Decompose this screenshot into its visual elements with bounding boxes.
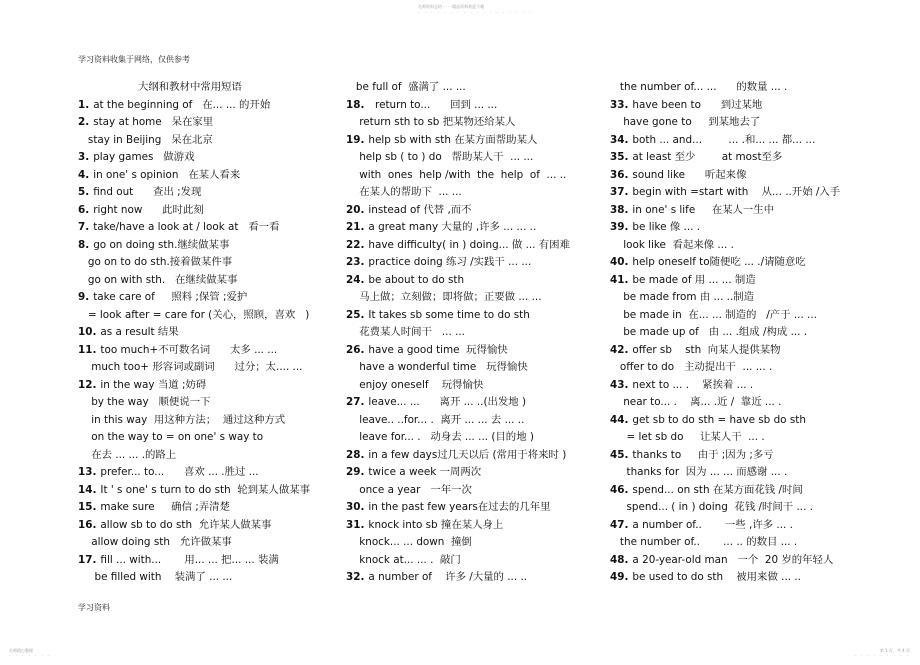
phrase-text: a 20-year-old man 一个 20 岁的年轻人: [632, 553, 834, 566]
phrase-number: 32.: [346, 571, 365, 583]
phrase-line: [78, 447, 340, 465]
phrase-text: knock at... ... . 敲门: [346, 553, 461, 566]
phrase-line: [78, 359, 340, 377]
phrase-text: in the past few years在过去的几年里: [368, 501, 551, 513]
phrase-text: by the way 顺便说一下: [78, 396, 211, 408]
phrase-line: [610, 569, 910, 587]
phrase-line: [610, 324, 910, 342]
phrase-number: 31.: [346, 518, 365, 531]
phrase-line: [346, 394, 608, 412]
phrase-number: 15.: [78, 501, 97, 513]
phrase-line: [78, 132, 340, 150]
phrase-text: both ... and... ... .和... ... 都... ...: [632, 133, 816, 146]
phrase-text: knock into sb 撞在某人身上: [368, 518, 504, 531]
phrase-text: have a good time 玩得愉快: [368, 343, 508, 356]
phrase-text: make sure 确信 ;弄清楚: [100, 501, 230, 513]
phrase-text: 在某人的帮助下 ... ...: [346, 186, 462, 198]
phrase-number: 48.: [610, 553, 629, 566]
phrase-text: 大纲和教材中常用短语: [138, 81, 242, 93]
phrase-text: prefer... to... 喜欢 ... .胜过 ...: [100, 466, 259, 478]
phrase-line: [78, 517, 340, 535]
phrase-line: [610, 272, 910, 290]
phrase-line: [346, 202, 608, 220]
phrase-line: [78, 114, 340, 132]
phrase-line: [610, 482, 910, 500]
phrase-line: [78, 237, 340, 255]
phrase-line: [610, 517, 910, 535]
phrase-text: allow sb to do sth 允许某人做某事: [100, 518, 272, 531]
phrase-text: have difficulty( in ) doing... 做 ... 有困难: [368, 238, 570, 251]
phrase-text: much too+ 形容词或副词 过分；太.... ...: [78, 361, 303, 373]
page-header: 名师资料总结 · · · ·精品资料欢迎下载: [418, 4, 485, 9]
phrase-number: 5.: [78, 186, 90, 198]
phrase-number: 3.: [78, 151, 90, 163]
phrase-text: once a year 一年一次: [346, 483, 472, 496]
phrase-number: 21.: [346, 221, 365, 233]
phrase-line: [346, 429, 608, 447]
phrase-text: be made in 在... ... 制造的 /产于 ... ...: [610, 308, 817, 321]
footer-right-dots: · · · · · · · · ·: [854, 653, 910, 658]
phrase-text: have been to 到过某地: [632, 98, 763, 111]
phrase-number: 34.: [610, 133, 629, 146]
phrase-line: [78, 202, 340, 220]
phrase-text: offer to do 主动提出干 ... ... .: [610, 361, 773, 373]
phrase-text: at least 至少 at most至多: [632, 151, 783, 163]
phrase-line: [78, 552, 340, 570]
phrase-text: stay in Beijing 呆在北京: [78, 133, 213, 146]
phrase-line: [346, 324, 608, 342]
phrase-number: 23.: [346, 256, 365, 268]
phrase-text: thanks for 因为 ... ... 而感谢 ... .: [610, 466, 788, 478]
phrase-line: [346, 412, 608, 430]
phrase-number: 37.: [610, 186, 629, 198]
phrase-line: [610, 377, 910, 395]
phrase-text: in one' s opinion 在某人看来: [93, 168, 241, 181]
phrase-line: [610, 534, 910, 552]
phrase-text: on the way to = on one' s way to: [78, 431, 264, 443]
phrase-text: 在去 ... ... .的路上: [78, 448, 177, 461]
phrase-line: [610, 359, 910, 377]
column-3: [610, 79, 910, 587]
phrase-line: [346, 132, 608, 150]
phrase-text: next to ... . 紧挨着 ... .: [632, 378, 754, 391]
phrase-text: as a result 结果: [100, 326, 179, 338]
phrase-line: [610, 307, 910, 325]
phrase-text: begin with =start with 从... ..开始 /入手: [632, 186, 841, 198]
phrase-text: take care of 照料 ;保管 ;爱护: [93, 291, 248, 303]
phrase-text: a number of 许多 /大量的 ... ..: [368, 571, 528, 583]
phrase-text: be made up of 由 ... .组成 /构成 ... .: [610, 326, 808, 338]
phrase-line: [78, 394, 340, 412]
phrase-text: = let sb do 让某人干 ... .: [610, 431, 765, 443]
phrase-text: a number of.. 一些 ,许多 ... .: [632, 518, 793, 531]
phrase-line: [610, 552, 910, 570]
phrase-line: [78, 499, 340, 517]
phrase-text: in a few days过几天以后 (常用于将来时 ): [368, 448, 567, 461]
phrase-text: offer sb sth 向某人提供某物: [632, 343, 781, 356]
phrase-text: with ones help /with the help of ... ..: [346, 168, 567, 181]
phrase-number: 9.: [78, 291, 90, 303]
phrase-line: [346, 377, 608, 395]
phrase-number: 12.: [78, 378, 97, 391]
phrase-line: [78, 464, 340, 482]
phrase-text: return to... 回到 ... ...: [368, 98, 498, 111]
phrase-number: 13.: [78, 466, 97, 478]
phrase-line: [610, 254, 910, 272]
column-2: [346, 79, 608, 587]
phrase-number: 39.: [610, 221, 629, 233]
phrase-line: [610, 289, 910, 307]
phrase-text: have a wonderful time 玩得愉快: [346, 361, 528, 373]
phrase-number: 4.: [78, 168, 90, 181]
phrase-number: 11.: [78, 343, 97, 356]
phrase-line: [610, 499, 910, 517]
phrase-text: sound like 听起来像: [632, 168, 747, 181]
phrase-line: [78, 534, 340, 552]
phrase-number: 28.: [346, 448, 365, 461]
phrase-text: go on doing sth.继续做某事: [93, 238, 230, 251]
phrase-text: allow doing sth 允许做某事: [78, 536, 232, 548]
phrase-text: in this way 用这种方法； 通过这种方式: [78, 413, 286, 426]
phrase-number: 20.: [346, 203, 365, 216]
phrase-number: 24.: [346, 273, 365, 286]
phrase-text: go on with sth. 在继续做某事: [78, 273, 238, 286]
phrase-number: 45.: [610, 448, 629, 461]
phrase-line: [610, 79, 910, 97]
phrase-text: be used to do sth 被用来做 ... ..: [632, 571, 801, 583]
phrase-text: instead of 代替 ,而不: [368, 203, 472, 216]
phrase-line: [346, 97, 608, 115]
phrase-line: [610, 342, 910, 360]
phrase-line: [78, 429, 340, 447]
phrase-text: help oneself to随便吃 ... ./请随意吃: [632, 256, 806, 268]
phrase-number: 14.: [78, 483, 97, 496]
phrase-text: be made of 用 ... ... 制造: [632, 273, 756, 286]
page-header-dots: · · · · · · · · · · · · · · · · · ·: [418, 10, 533, 15]
phrase-number: 25.: [346, 308, 365, 321]
phrase-text: leave.. ..for... . 离开 ... ... 去 ... ..: [346, 413, 525, 426]
phrase-line: [78, 167, 340, 185]
phrase-line: [346, 307, 608, 325]
phrase-line: [346, 464, 608, 482]
phrase-text: near to... . 离... .近 / 靠近 ... .: [610, 396, 782, 408]
phrase-text: It ' s one' s turn to do sth 轮到某人做某事: [100, 483, 310, 496]
phrase-number: 19.: [346, 133, 365, 146]
bottom-note: 学习资料: [78, 603, 110, 612]
phrase-number: 41.: [610, 273, 629, 286]
phrase-text: be filled with 装满了 ... ...: [78, 571, 233, 583]
phrase-line: [346, 499, 608, 517]
phrase-text: be full of 盛满了 ... ...: [346, 81, 466, 93]
phrase-text: twice a week 一周两次: [368, 466, 482, 478]
phrase-text: too much+不可数名词 太多 ... ...: [100, 343, 278, 356]
phrase-line: [346, 79, 608, 97]
phrase-text: find out 查出 ;发现: [93, 186, 202, 198]
phrase-line: [346, 534, 608, 552]
phrase-text: spend... on sth 在某方面花钱 /时间: [632, 483, 803, 496]
phrase-line: [610, 412, 910, 430]
phrase-text: knock... ... down 撞倒: [346, 536, 472, 548]
phrase-line: [346, 114, 608, 132]
phrase-line: [78, 97, 340, 115]
phrase-line: [346, 254, 608, 272]
phrase-text: have gone to 到某地去了: [610, 116, 761, 128]
phrase-line: [78, 272, 340, 290]
phrase-line: [610, 149, 910, 167]
phrase-line: [610, 184, 910, 202]
phrase-number: 36.: [610, 168, 629, 181]
phrase-line: [346, 569, 608, 587]
phrase-text: get sb to do sth = have sb do sth: [632, 413, 806, 426]
phrase-line: [346, 184, 608, 202]
phrase-number: 44.: [610, 413, 629, 426]
phrase-line: [346, 447, 608, 465]
phrase-text: thanks to 由于 ;因为 ;多亏: [632, 448, 774, 461]
phrase-text: a great many 大量的 ,许多 ... ... ..: [368, 221, 537, 233]
phrase-text: the number of.. ... .. 的数目 ... .: [610, 536, 798, 548]
phrase-text: the number of... ... 的数量 ... .: [610, 81, 788, 93]
phrase-text: look like 看起来像 ... .: [610, 238, 734, 251]
phrase-line: [346, 552, 608, 570]
phrase-text: = look after = care for (关心，照顾，喜欢 ): [78, 308, 310, 321]
phrase-text: go on to do sth.接着做某件事: [78, 256, 233, 268]
phrase-line: [610, 219, 910, 237]
phrase-text: right now 此时此刻: [93, 203, 204, 216]
phrase-line: [78, 254, 340, 272]
phrase-number: 27.: [346, 396, 365, 408]
phrase-number: 10.: [78, 326, 97, 338]
phrase-number: 22.: [346, 238, 365, 251]
phrase-text: It takes sb some time to do sth: [368, 308, 530, 321]
phrase-line: [346, 219, 608, 237]
phrase-number: 26.: [346, 343, 365, 356]
phrase-number: 40.: [610, 256, 629, 268]
phrase-number: 16.: [78, 518, 97, 531]
phrase-number: 6.: [78, 203, 90, 216]
document-title: [78, 79, 340, 97]
phrase-line: [78, 377, 340, 395]
phrase-line: [610, 429, 910, 447]
phrase-text: stay at home 呆在家里: [93, 116, 214, 128]
phrase-text: be about to do sth: [368, 273, 465, 286]
phrase-text: take/have a look at / look at 看一看: [93, 221, 280, 233]
phrase-text: 马上做；立刻做；即将做；正要做 ... ...: [346, 291, 542, 303]
phrase-line: [78, 184, 340, 202]
phrase-text: be like 像 ... .: [632, 221, 701, 233]
footer-left-dots: · · · · · · ·: [9, 653, 52, 658]
phrase-line: [610, 447, 910, 465]
phrase-text: 花费某人时间干 ... ...: [346, 326, 465, 338]
phrase-text: spend... ( in ) doing 花钱 /时间干 ... .: [610, 501, 813, 513]
phrase-text: help sb with sth 在某方面帮助某人: [368, 133, 538, 146]
phrase-line: [346, 289, 608, 307]
phrase-text: at the beginning of 在... ... 的开始: [93, 98, 271, 111]
phrase-number: 7.: [78, 221, 90, 233]
phrase-number: 1.: [78, 98, 90, 111]
phrase-text: enjoy oneself 玩得愉快: [346, 378, 484, 391]
phrase-number: 43.: [610, 378, 629, 391]
footer-left: 名师精心整理: [9, 648, 33, 653]
phrase-line: [78, 219, 340, 237]
phrase-line: [346, 272, 608, 290]
phrase-text: be made from 由 ... ..制造: [610, 291, 755, 303]
phrase-number: 30.: [346, 501, 365, 513]
phrase-line: [78, 307, 340, 325]
phrase-line: [346, 149, 608, 167]
phrase-line: [346, 517, 608, 535]
phrase-line: [346, 342, 608, 360]
phrase-text: in one' s life 在某人一生中: [632, 203, 775, 216]
phrase-text: play games 做游戏: [93, 151, 195, 163]
phrase-line: [346, 482, 608, 500]
phrase-number: 49.: [610, 571, 629, 583]
phrase-text: help sb ( to ) do 帮助某人干 ... ...: [346, 151, 534, 163]
phrase-line: [78, 412, 340, 430]
phrase-line: [346, 359, 608, 377]
phrase-line: [78, 342, 340, 360]
phrase-number: 18.: [346, 98, 365, 111]
phrase-line: [346, 167, 608, 185]
phrase-line: [610, 202, 910, 220]
phrase-line: [78, 289, 340, 307]
phrase-line: [610, 464, 910, 482]
phrase-number: 42.: [610, 343, 629, 356]
top-note: 学习资料收集于网络，仅供参考: [78, 55, 190, 64]
phrase-line: [610, 132, 910, 150]
phrase-line: [610, 114, 910, 132]
phrase-number: 33.: [610, 98, 629, 111]
phrase-number: 46.: [610, 483, 629, 496]
phrase-number: 2.: [78, 116, 90, 128]
phrase-number: 38.: [610, 203, 629, 216]
phrase-line: [610, 394, 910, 412]
phrase-line: [610, 97, 910, 115]
phrase-number: 8.: [78, 238, 90, 251]
phrase-number: 47.: [610, 518, 629, 531]
phrase-number: 17.: [78, 553, 97, 566]
phrase-text: practice doing 练习 /实践干 ... ...: [368, 256, 532, 268]
footer-right: 第 1 页，共 4 页: [879, 648, 910, 653]
phrase-text: return sth to sb 把某物还给某人: [346, 116, 516, 128]
phrase-number: 29.: [346, 466, 365, 478]
phrase-line: [610, 167, 910, 185]
phrase-line: [610, 237, 910, 255]
phrase-text: leave... ... 离开 ... ..(出发地 ): [368, 396, 527, 408]
phrase-line: [78, 324, 340, 342]
phrase-line: [346, 237, 608, 255]
phrase-line: [78, 149, 340, 167]
phrase-text: fill ... with... 用... ... 把... ... 装满: [100, 553, 279, 566]
phrase-text: in the way 当道 ;妨碍: [100, 378, 207, 391]
phrase-text: leave for... . 动身去 ... ... (目的地 ): [346, 431, 534, 443]
column-1: [78, 79, 340, 587]
phrase-line: [78, 482, 340, 500]
phrase-line: [78, 569, 340, 587]
phrase-number: 35.: [610, 151, 629, 163]
